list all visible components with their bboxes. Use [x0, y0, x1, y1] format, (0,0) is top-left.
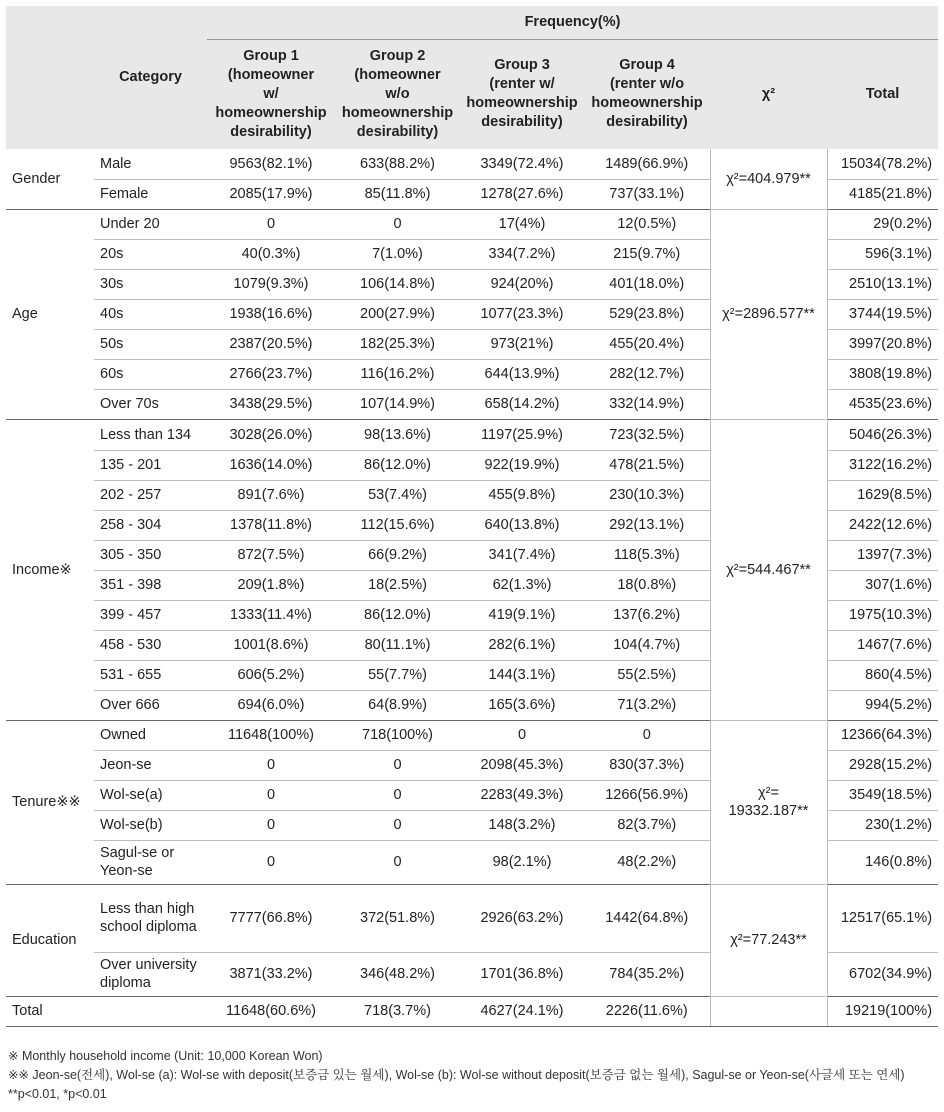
- group2-value: 0: [335, 780, 460, 810]
- group2-value: 85(11.8%): [335, 179, 460, 209]
- subcategory-label: 305 - 350: [94, 540, 207, 570]
- total-value: 4535(23.6%): [827, 389, 938, 419]
- group1-value: 2766(23.7%): [207, 359, 335, 389]
- group4-value: 401(18.0%): [584, 269, 710, 299]
- total-value: 12517(65.1%): [827, 884, 938, 952]
- header-total: Total: [827, 39, 938, 149]
- group2-value: 718(100%): [335, 720, 460, 750]
- group4-value: 215(9.7%): [584, 239, 710, 269]
- group4-value: 1266(56.9%): [584, 780, 710, 810]
- group2-value: 0: [335, 840, 460, 884]
- group1-value: 2387(20.5%): [207, 329, 335, 359]
- group3-value: 1701(36.8%): [460, 952, 584, 996]
- group4-value: 1489(66.9%): [584, 149, 710, 179]
- group2-value: 106(14.8%): [335, 269, 460, 299]
- subcategory-label: Owned: [94, 720, 207, 750]
- subcategory-label: Over 70s: [94, 389, 207, 419]
- category-label: Income※: [6, 419, 94, 720]
- group4-value: 332(14.9%): [584, 389, 710, 419]
- subcategory-label: Female: [94, 179, 207, 209]
- total-row-blank: [94, 996, 207, 1026]
- subcategory-label: Over university diploma: [94, 952, 207, 996]
- group3-value: 640(13.8%): [460, 510, 584, 540]
- group3-value: 3349(72.4%): [460, 149, 584, 179]
- total-value: 3122(16.2%): [827, 450, 938, 480]
- group4-value: 12(0.5%): [584, 209, 710, 239]
- group4-value: 529(23.8%): [584, 299, 710, 329]
- total-value: 1467(7.6%): [827, 630, 938, 660]
- subcategory-label: 258 - 304: [94, 510, 207, 540]
- group3-value: 148(3.2%): [460, 810, 584, 840]
- group3-value: 455(9.8%): [460, 480, 584, 510]
- group2-value: 66(9.2%): [335, 540, 460, 570]
- total-value: 4185(21.8%): [827, 179, 938, 209]
- group4-value: 137(6.2%): [584, 600, 710, 630]
- group2-value: 86(12.0%): [335, 600, 460, 630]
- header-frequency: Frequency(%): [207, 6, 938, 39]
- total-value: 1629(8.5%): [827, 480, 938, 510]
- subcategory-label: Under 20: [94, 209, 207, 239]
- chi-square-line: 19332.187**: [728, 803, 809, 819]
- subcategory-label: Sagul-se or Yeon-se: [94, 840, 207, 884]
- group2-value: 18(2.5%): [335, 570, 460, 600]
- group2-value: 633(88.2%): [335, 149, 460, 179]
- group1-value: 694(6.0%): [207, 690, 335, 720]
- group2-value: 0: [335, 209, 460, 239]
- table-notes: [8, 1047, 905, 1104]
- group4-value: 455(20.4%): [584, 329, 710, 359]
- group2-value: 372(51.8%): [335, 884, 460, 952]
- group3-value: 2926(63.2%): [460, 884, 584, 952]
- group1-value: 1378(11.8%): [207, 510, 335, 540]
- header-category: Category: [94, 6, 207, 149]
- total-value: 6702(34.9%): [827, 952, 938, 996]
- total-value: 15034(78.2%): [827, 149, 938, 179]
- header-group3: Group 3 (renter w/ homeownership desirability): [460, 39, 584, 149]
- subcategory-label: Wol-se(a): [94, 780, 207, 810]
- note-significance: **p<0.01, *p<0.01: [8, 1087, 107, 1101]
- group1-value: 0: [207, 780, 335, 810]
- group1-value: 11648(100%): [207, 720, 335, 750]
- group2-value: 112(15.6%): [335, 510, 460, 540]
- group3-value: 922(19.9%): [460, 450, 584, 480]
- table-row: [6, 884, 938, 952]
- group4-value: 282(12.7%): [584, 359, 710, 389]
- note-income: ※ Monthly household income (Unit: 10,000 Korean Won): [8, 1049, 323, 1063]
- group2-value: 0: [335, 750, 460, 780]
- group2-value: 107(14.9%): [335, 389, 460, 419]
- subcategory-label: Wol-se(b): [94, 810, 207, 840]
- subcategory-label: Less than high school diploma: [94, 884, 207, 952]
- category-label: Education: [6, 884, 94, 996]
- group3-value: 144(3.1%): [460, 660, 584, 690]
- group1-value: 1079(9.3%): [207, 269, 335, 299]
- group2-value: 182(25.3%): [335, 329, 460, 359]
- group2-value: 53(7.4%): [335, 480, 460, 510]
- group3-value: 2098(45.3%): [460, 750, 584, 780]
- total-row-chi-blank: [710, 996, 827, 1026]
- group1-value: 0: [207, 209, 335, 239]
- table-row: [6, 149, 938, 179]
- chi-square-value: χ²=2896.577**: [710, 209, 827, 419]
- group2-value: 200(27.9%): [335, 299, 460, 329]
- subcategory-label: Less than 134: [94, 419, 207, 450]
- group1-value: 0: [207, 840, 335, 884]
- category-label: Tenure※※: [6, 720, 94, 884]
- group4-value: 230(10.3%): [584, 480, 710, 510]
- group1-value: 3871(33.2%): [207, 952, 335, 996]
- group1-value: 9563(82.1%): [207, 149, 335, 179]
- group2-value: 86(12.0%): [335, 450, 460, 480]
- group4-value: 737(33.1%): [584, 179, 710, 209]
- total-value: 230(1.2%): [827, 810, 938, 840]
- header-chi-square: χ²: [710, 39, 827, 149]
- group1-value: 7777(66.8%): [207, 884, 335, 952]
- group3-value: 282(6.1%): [460, 630, 584, 660]
- subcategory-label: 351 - 398: [94, 570, 207, 600]
- group2-value: 7(1.0%): [335, 239, 460, 269]
- group3-value: 924(20%): [460, 269, 584, 299]
- total-group4-value: 2226(11.6%): [584, 996, 710, 1026]
- header-group1: Group 1 (homeowner w/ homeownership desirability): [207, 39, 335, 149]
- total-value: 3549(18.5%): [827, 780, 938, 810]
- group4-value: 18(0.8%): [584, 570, 710, 600]
- subcategory-label: 458 - 530: [94, 630, 207, 660]
- chi-square-value: χ²=77.243**: [710, 884, 827, 996]
- total-value: 1975(10.3%): [827, 600, 938, 630]
- total-value: 307(1.6%): [827, 570, 938, 600]
- group4-value: 0: [584, 720, 710, 750]
- total-row-label: Total: [6, 996, 94, 1026]
- header-blank: [6, 6, 94, 149]
- group3-value: 1197(25.9%): [460, 419, 584, 450]
- group4-value: 82(3.7%): [584, 810, 710, 840]
- subcategory-label: Jeon-se: [94, 750, 207, 780]
- group1-value: 0: [207, 810, 335, 840]
- subcategory-label: 60s: [94, 359, 207, 389]
- group1-value: 891(7.6%): [207, 480, 335, 510]
- group4-value: 118(5.3%): [584, 540, 710, 570]
- total-group3-value: 4627(24.1%): [460, 996, 584, 1026]
- subcategory-label: 40s: [94, 299, 207, 329]
- category-label: Age: [6, 209, 94, 419]
- frequency-table: [6, 6, 938, 1027]
- group1-value: 209(1.8%): [207, 570, 335, 600]
- group3-value: 165(3.6%): [460, 690, 584, 720]
- group2-value: 80(11.1%): [335, 630, 460, 660]
- group4-value: 71(3.2%): [584, 690, 710, 720]
- chi-square-value: χ²=404.979**: [710, 149, 827, 209]
- group3-value: 334(7.2%): [460, 239, 584, 269]
- group1-value: 1636(14.0%): [207, 450, 335, 480]
- total-value: 12366(64.3%): [827, 720, 938, 750]
- subcategory-label: 20s: [94, 239, 207, 269]
- group4-value: 830(37.3%): [584, 750, 710, 780]
- total-value: 596(3.1%): [827, 239, 938, 269]
- group4-value: 1442(64.8%): [584, 884, 710, 952]
- group4-value: 292(13.1%): [584, 510, 710, 540]
- group3-value: 658(14.2%): [460, 389, 584, 419]
- group3-value: 0: [460, 720, 584, 750]
- group4-value: 478(21.5%): [584, 450, 710, 480]
- subcategory-label: 30s: [94, 269, 207, 299]
- total-value: 3808(19.8%): [827, 359, 938, 389]
- total-value: 2928(15.2%): [827, 750, 938, 780]
- group1-value: 0: [207, 750, 335, 780]
- group3-value: 1077(23.3%): [460, 299, 584, 329]
- group1-value: 40(0.3%): [207, 239, 335, 269]
- chi-square-line: χ²=: [758, 785, 779, 801]
- group1-value: 606(5.2%): [207, 660, 335, 690]
- total-value: 5046(26.3%): [827, 419, 938, 450]
- total-value: 3997(20.8%): [827, 329, 938, 359]
- group4-value: 104(4.7%): [584, 630, 710, 660]
- group2-value: 346(48.2%): [335, 952, 460, 996]
- group3-value: 341(7.4%): [460, 540, 584, 570]
- total-group2-value: 718(3.7%): [335, 996, 460, 1026]
- chi-square-value: [710, 720, 827, 884]
- group1-value: 1938(16.6%): [207, 299, 335, 329]
- group1-value: 1001(8.6%): [207, 630, 335, 660]
- group2-value: 55(7.7%): [335, 660, 460, 690]
- table-row: [6, 720, 938, 750]
- table-row: [6, 419, 938, 450]
- note-tenure: ※※ Jeon-se(전세), Wol-se (a): Wol-se with deposit(보증금 있는 월세), Wol-se (b): Wol-se without deposit(보증금 없는 월세), Sagul-se or Yeon-se(사글세 또는 연세): [8, 1068, 905, 1082]
- chi-square-value: χ²=544.467**: [710, 419, 827, 720]
- subcategory-label: 135 - 201: [94, 450, 207, 480]
- total-row-total: 19219(100%): [827, 996, 938, 1026]
- table-row: [6, 209, 938, 239]
- header-group2: Group 2 (homeowner w/o homeownership desirability): [335, 39, 460, 149]
- subcategory-label: Over 666: [94, 690, 207, 720]
- total-value: 2422(12.6%): [827, 510, 938, 540]
- group3-value: 2283(49.3%): [460, 780, 584, 810]
- total-value: 3744(19.5%): [827, 299, 938, 329]
- group3-value: 62(1.3%): [460, 570, 584, 600]
- group3-value: 419(9.1%): [460, 600, 584, 630]
- group2-value: 64(8.9%): [335, 690, 460, 720]
- subcategory-label: 531 - 655: [94, 660, 207, 690]
- group3-value: 98(2.1%): [460, 840, 584, 884]
- total-value: 994(5.2%): [827, 690, 938, 720]
- group3-value: 1278(27.6%): [460, 179, 584, 209]
- group1-value: 1333(11.4%): [207, 600, 335, 630]
- subcategory-label: 399 - 457: [94, 600, 207, 630]
- total-value: 860(4.5%): [827, 660, 938, 690]
- subcategory-label: 50s: [94, 329, 207, 359]
- group4-value: 723(32.5%): [584, 419, 710, 450]
- group1-value: 2085(17.9%): [207, 179, 335, 209]
- group1-value: 872(7.5%): [207, 540, 335, 570]
- group3-value: 973(21%): [460, 329, 584, 359]
- header-group4: Group 4 (renter w/o homeownership desirability): [584, 39, 710, 149]
- group4-value: 48(2.2%): [584, 840, 710, 884]
- group3-value: 17(4%): [460, 209, 584, 239]
- group1-value: 3028(26.0%): [207, 419, 335, 450]
- group1-value: 3438(29.5%): [207, 389, 335, 419]
- subcategory-label: Male: [94, 149, 207, 179]
- group4-value: 784(35.2%): [584, 952, 710, 996]
- subcategory-label: 202 - 257: [94, 480, 207, 510]
- total-value: 29(0.2%): [827, 209, 938, 239]
- group2-value: 116(16.2%): [335, 359, 460, 389]
- group2-value: 0: [335, 810, 460, 840]
- total-value: 1397(7.3%): [827, 540, 938, 570]
- category-label: Gender: [6, 149, 94, 209]
- group4-value: 55(2.5%): [584, 660, 710, 690]
- group3-value: 644(13.9%): [460, 359, 584, 389]
- total-value: 146(0.8%): [827, 840, 938, 884]
- total-value: 2510(13.1%): [827, 269, 938, 299]
- group2-value: 98(13.6%): [335, 419, 460, 450]
- total-group1-value: 11648(60.6%): [207, 996, 335, 1026]
- total-row: [6, 996, 938, 1026]
